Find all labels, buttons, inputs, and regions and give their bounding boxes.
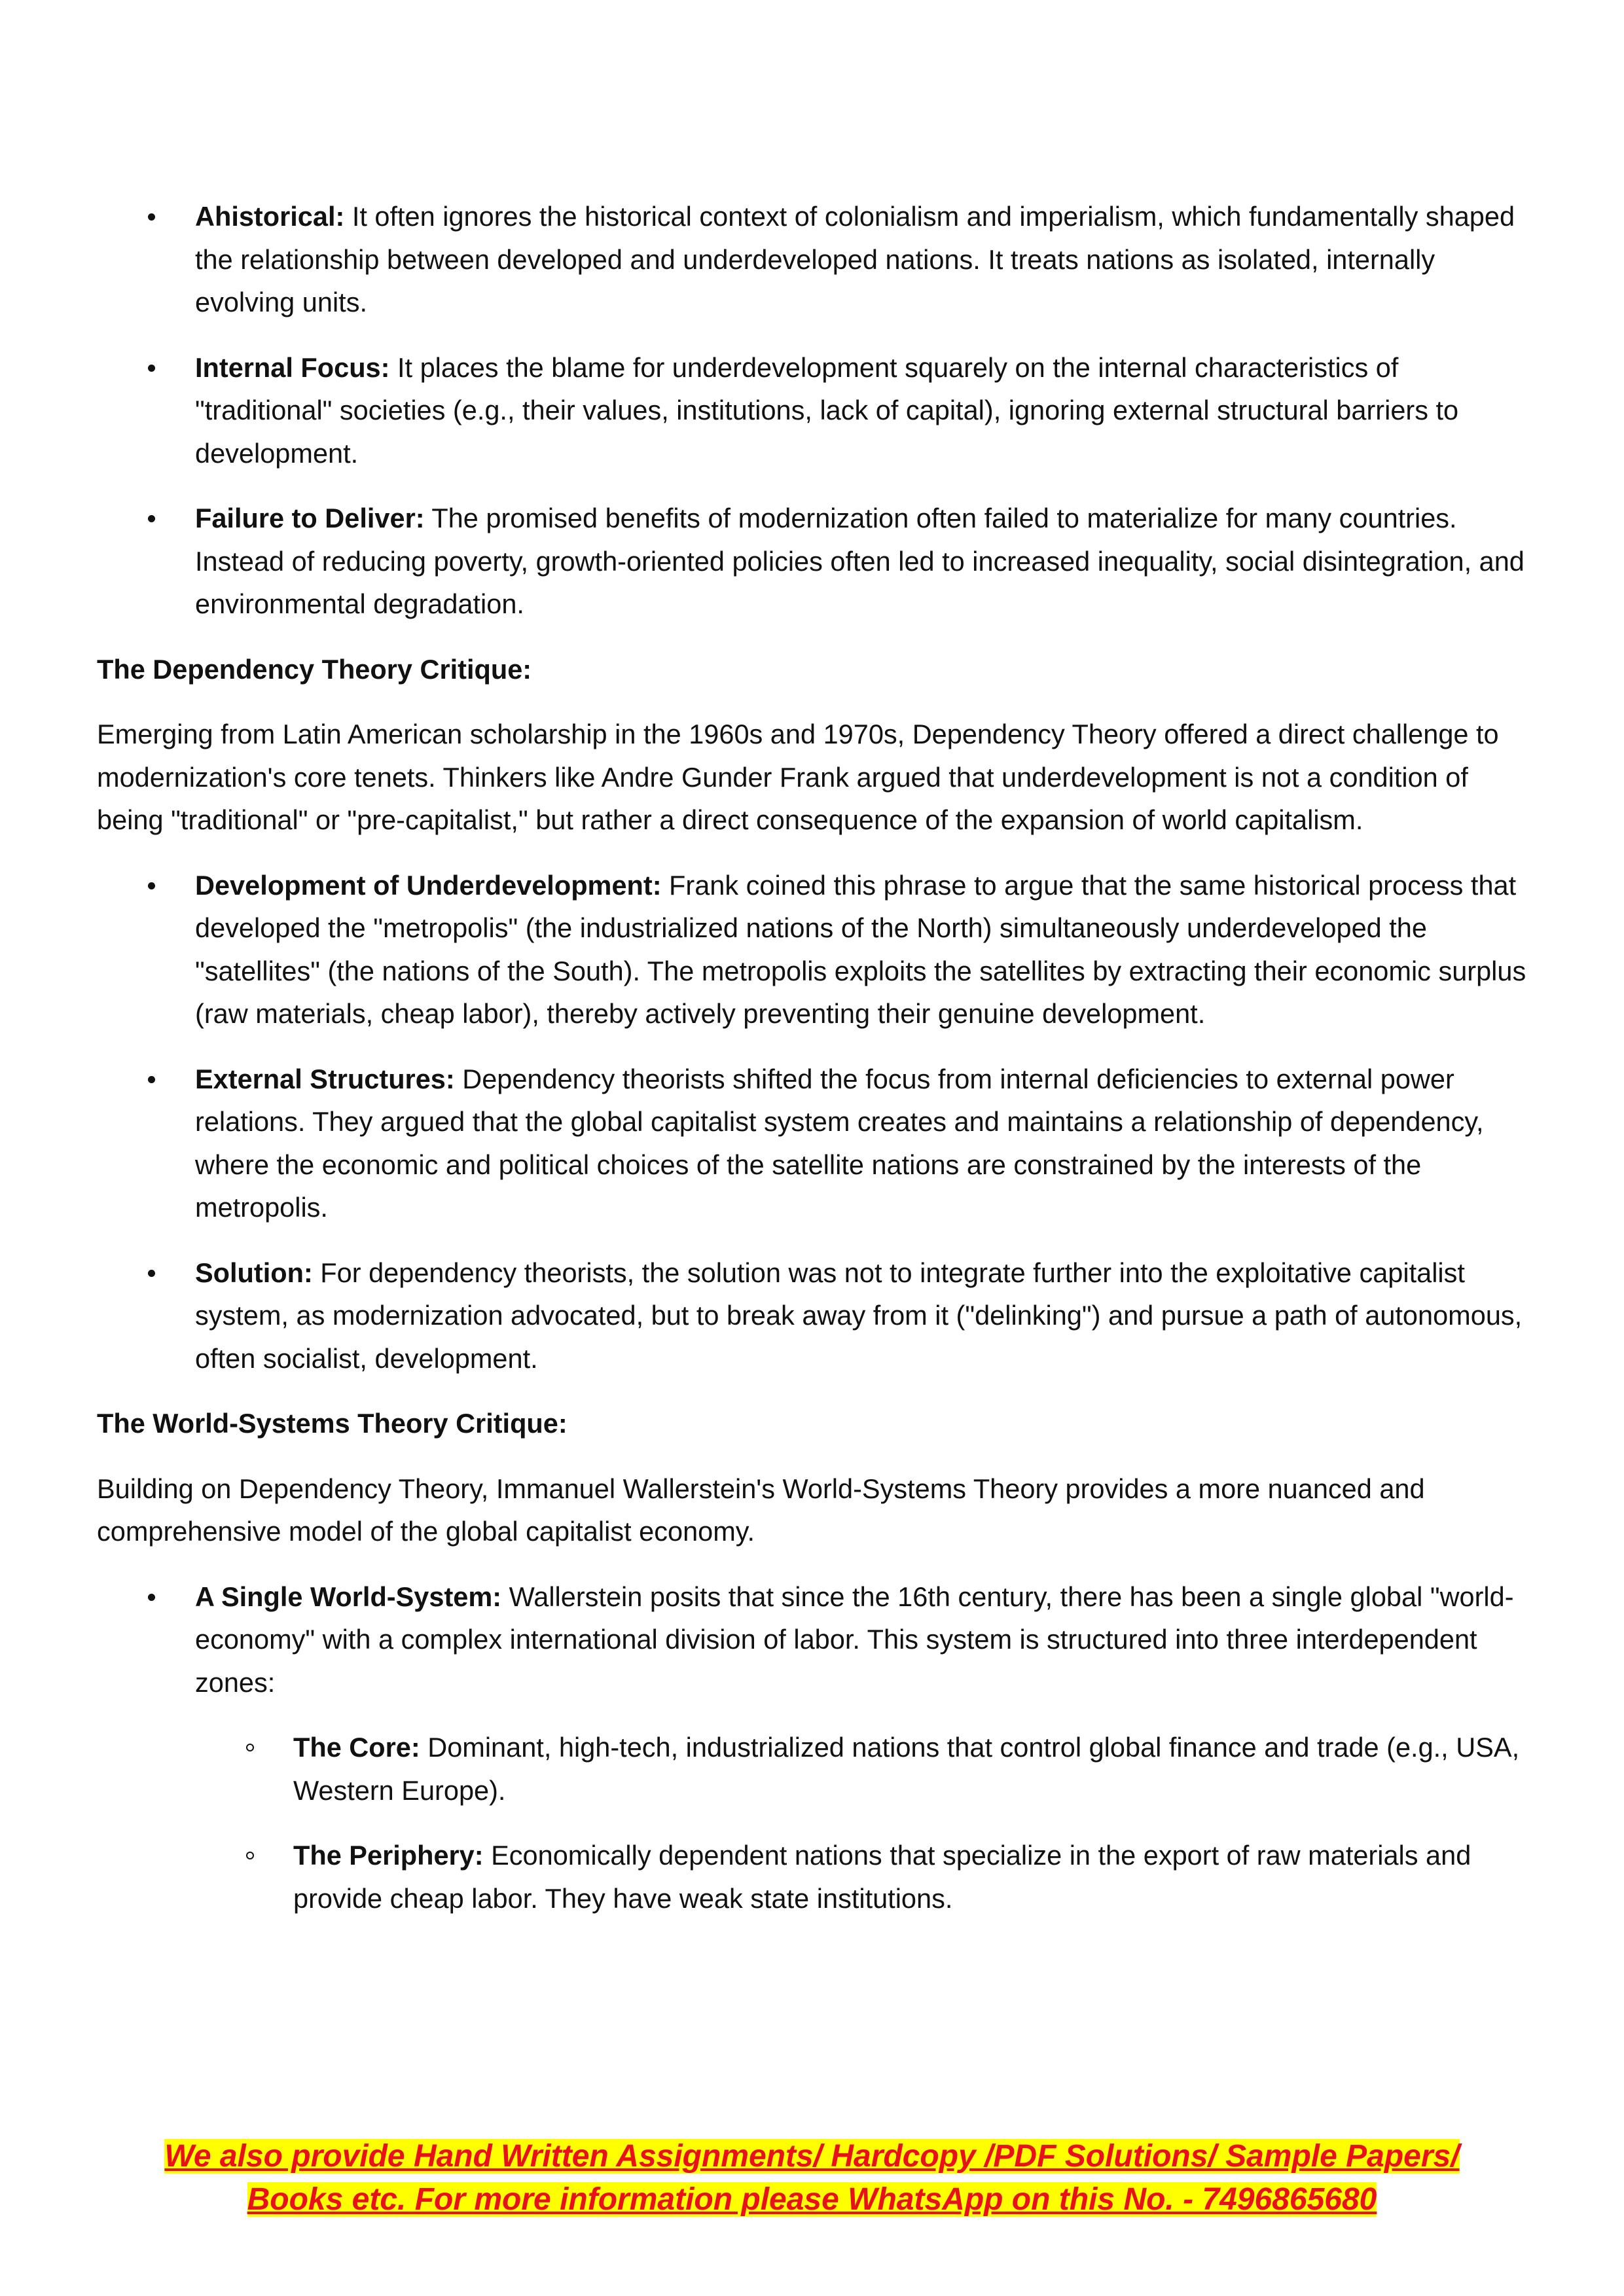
item-term: The Periphery: [293,1840,484,1871]
item-text: It places the blame for underdevelopment squarely on the internal characteristics of "traditional" societies (e.g., their values, institutions, lack of capital), ignoring external structural barriers to development. [195,351,1459,469]
bullet-icon [148,213,155,221]
list-item [97,497,1530,626]
item-term: Failure to Deliver: [195,503,425,533]
item-text: It often ignores the historical context of colonialism and imperialism, which fundamentally shaped the relationship between developed and underdeveloped nations. It treats nations as isolated, internally evolving units. [195,201,1515,317]
list-item [97,346,1530,475]
world-systems-list [97,1575,1530,1704]
section-heading-world-systems: The World-Systems Theory Critique: [97,1408,568,1439]
sub-list-item [97,1726,1530,1812]
critique-list [97,195,1530,626]
list-item [97,1251,1530,1380]
item-text: Dependency theorists shifted the focus from internal deficiencies to external power relations. They argued that the global capitalist system creates and maintains a relationship of dependency, where the economic and political choices of the satellite nations are constrained by the interests of the metropolis. [195,1063,1484,1223]
zones-list [97,1726,1530,1920]
item-term: Development of Underdevelopment: [195,869,662,901]
item-term: The Core: [293,1732,420,1763]
list-item [97,1575,1530,1704]
document-body [97,195,1530,1942]
item-text: Economically dependent nations that specialize in the export of raw materials and provide cheap labor. They have weak state institutions. [293,1840,1471,1914]
item-term: Ahistorical: [195,201,345,232]
item-text: Wallerstein posits that since the 16th century, there has been a single global "world-economy" with a complex international division of labor. This system is structured into three interdependent zones: [195,1581,1514,1698]
circle-bullet-icon [246,1744,254,1751]
sub-list-item [97,1834,1530,1920]
item-term: External Structures: [195,1063,455,1094]
bullet-icon [148,1076,155,1083]
dependency-intro: Emerging from Latin American scholarship in the 1960s and 1970s, Dependency Theory offered a direct challenge to modernization's core tenets. Thinkers like Andre Gunder Frank argued that underdevelopment is not a condition of being "traditional" or "pre-capitalist," but rather a direct consequence of the expansion of world capitalism. [97,719,1499,835]
world-systems-intro: Building on Dependency Theory, Immanuel Wallerstein's World-Systems Theory provides a more nuanced and comprehensive model of the global capitalist economy. [97,1473,1425,1547]
bullet-icon [148,365,155,372]
promo-footer [0,2135,1624,2221]
item-text: Dominant, high-tech, industrialized nations that control global finance and trade (e.g., USA, Western Europe). [293,1732,1520,1806]
section-heading-dependency: The Dependency Theory Critique: [97,653,532,685]
bullet-icon [148,1270,155,1277]
item-text: The promised benefits of modernization often failed to materialize for many countries. Instead of reducing poverty, growth-oriented policies often led to increased inequality, social disintegration, and environmental degradation. [195,503,1525,619]
item-term: Internal Focus: [195,351,390,383]
item-text: Frank coined this phrase to argue that the same historical process that developed the "metropolis" (the industrialized nations of the North) simultaneously underdeveloped the "satellites" (the nations of the South). The metropolis exploits the satellites by extracting their economic surplus (raw materials, cheap labor), thereby actively preventing their genuine development. [195,869,1526,1029]
circle-bullet-icon [246,1852,254,1859]
footer-line-1: We also provide Hand Written Assignments/ Hardcopy /PDF Solutions/ Sample Papers/ [164,2139,1460,2174]
list-item [97,1058,1530,1229]
bullet-icon [148,515,155,522]
item-term: Solution: [195,1257,313,1288]
bullet-icon [148,882,155,889]
footer-line-2: Books etc. For more information please WhatsApp on this No. - 7496865680 [247,2182,1377,2217]
item-term: A Single World-System: [195,1581,502,1612]
dependency-list [97,864,1530,1380]
list-item [97,195,1530,324]
item-text: For dependency theorists, the solution was not to integrate further into the exploitative capitalist system, as modernization advocated, but to break away from it ("delinking") and pursue a path of autonomous, often socialist, development. [195,1257,1523,1374]
bullet-icon [148,1594,155,1601]
list-item [97,864,1530,1035]
